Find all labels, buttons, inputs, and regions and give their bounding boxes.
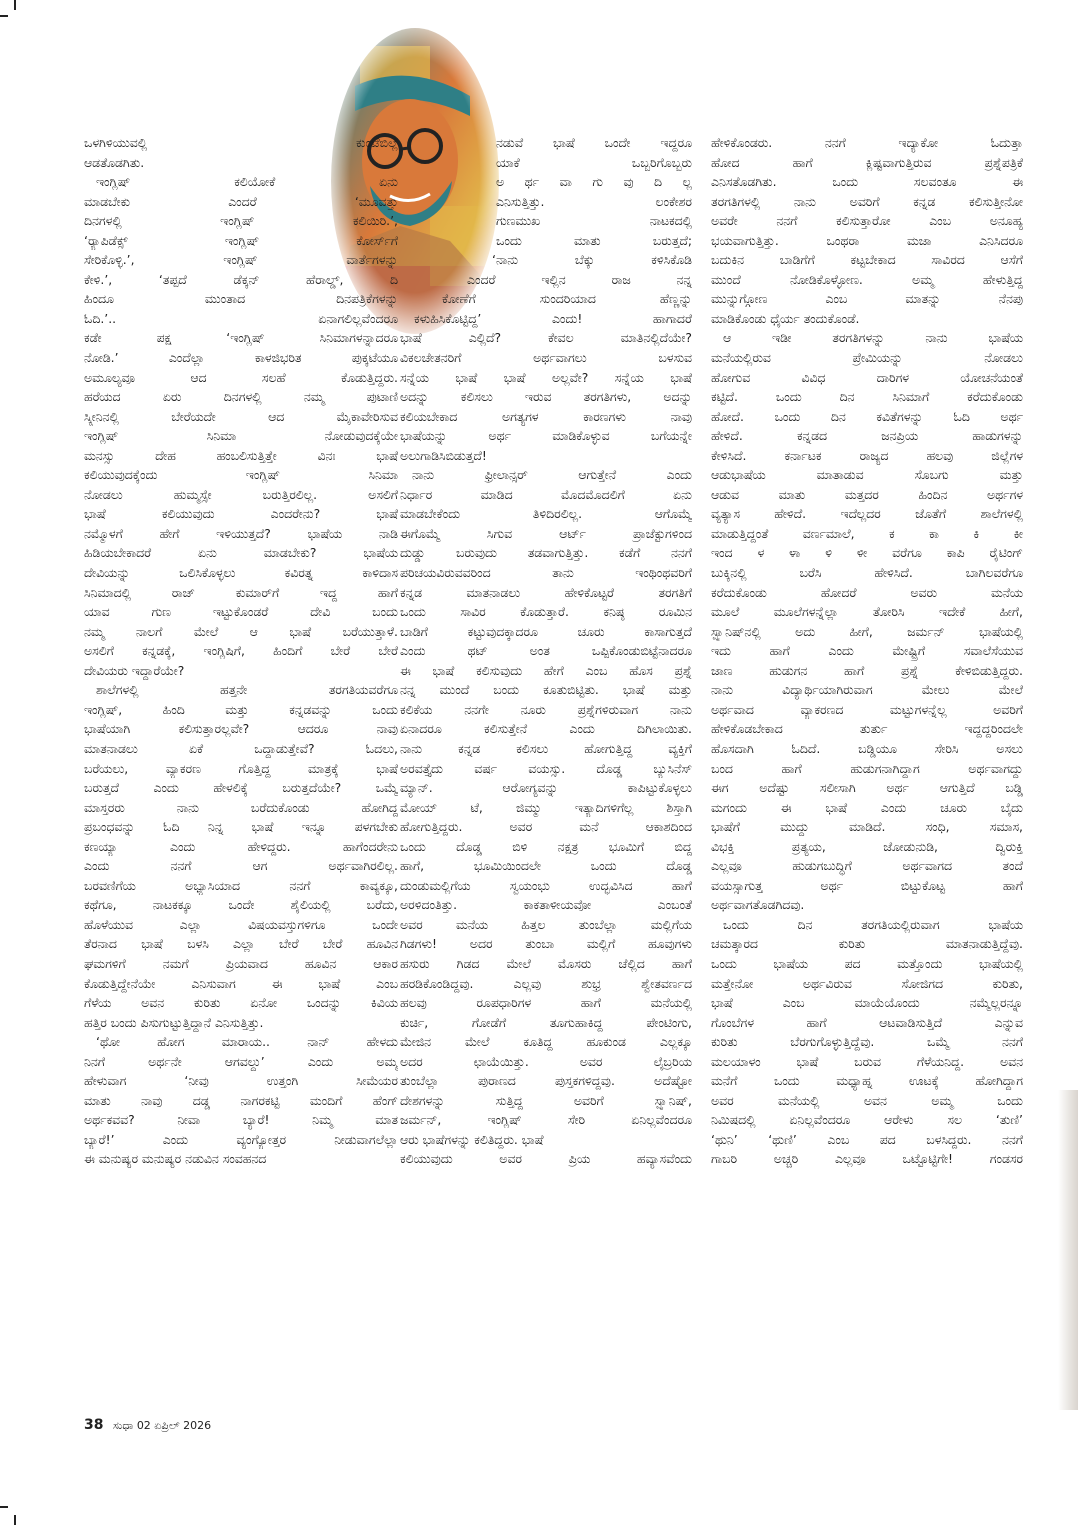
- article-line: ಚಮತ್ಕಾರದ ಕುರಿತು ಮಾತನಾಡುತ್ತಿದ್ದೆವು.: [711, 936, 1023, 952]
- article-line: ‘ಥುನಿ’ ‘ಥುಣಿ’ ಎಂಬ ಪದ ಬಳಸಿದ್ದರು. ನನಗೆ: [711, 1131, 1023, 1147]
- article-line: ಕಡೇ ಪಕ್ಷ ‘ಇಂಗ್ಲಿಷ್ ಸಿನಿಮಾಗಳನ್ನಾದರೂ: [84, 330, 398, 346]
- article-line: ಎನಿಸತೊಡಗಿತು. ಒಂದು ಸಲವಂತೂ ಈ: [711, 174, 1023, 190]
- article-line: ಘಮಗಳಿಗೆ ನಮಗೆ ಪ್ರಿಯವಾದ ಹೂವಿನ ಆಕಾರ: [84, 955, 398, 971]
- article-line: ಶಾಲೆಗಳಲ್ಲಿ ಹತ್ತನೇ ತರಗತಿಯವರೆಗೂ: [96, 682, 398, 698]
- article-line: ಕೇಳಿ.’, ‘ತಪ್ಪದೆ ಡೆಕ್ಕನ್ ಹೆರಾಲ್ಡ್, ದಿ: [84, 271, 398, 287]
- article-line: ಹಿಂದೂ ಮುಂತಾದ ದಿನಪತ್ರಿಕೆಗಳನ್ನು: [84, 291, 398, 307]
- article-line: ಬರುತ್ತದೆ ಎಂದು ಹೇಳಲಿಕ್ಕೆ ಬರುತ್ತದೆಯೇ? ಒಮ್ಮೆ: [84, 780, 398, 796]
- crop-mark: [14, 0, 16, 10]
- article-line: ಪ್ರಬಂಧವನ್ನು ಓದಿ ನಿನ್ನ ಭಾಷೆ ಇನ್ನೂ ಪಳಗಬೇಕು: [84, 819, 398, 835]
- article-line: ಮ್ಯಾನ್. ಆರೋಗ್ಯವನ್ನು ಕಾಪಿಟ್ಟುಕೊಳ್ಳಲು: [400, 780, 692, 796]
- article-line: ಒಂದು ಮಾತು ಬರುತ್ತದೆ;: [496, 232, 692, 248]
- crop-mark: [14, 1515, 16, 1525]
- article-line: ಮಾಸ್ತರರು ನಾನು ಬರೆದುಕೊಂಡು ಹೋಗಿದ್ದ: [84, 799, 398, 815]
- article-line: ಕಟ್ಟಿದೆ. ಒಂದು ದಿನ ಸಿನಿಮಾಗೆ ಕರೆದುಕೊಂಡು: [711, 389, 1023, 405]
- article-line: ಒಂದು ದಿನ ತರಗತಿಯಲ್ಲಿರುವಾಗ ಭಾಷೆಯ: [723, 916, 1023, 932]
- article-line: ನೋಡಿ.’ ಎಂದೆಲ್ಲಾ ಕಾಳಜಿಭರಿತ ಪುಕ್ಕಟೆಯೂ: [84, 350, 398, 366]
- article-line: ಸ್ಪ್ಯಾನಿಷ್‌ನಲ್ಲಿ ಅದು ಹೀಗೆ, ಜರ್ಮನ್ ಭಾಷೆಯಲ್ಲಿ: [711, 623, 1023, 639]
- article-line: ‘ರ‍್ಯಾಪಿಡೆಕ್ಸ್ ಇಂಗ್ಲಿಷ್ ಕೋರ್ಸ್‌ಗೆ: [84, 232, 398, 248]
- article-line: ಮಾತು ನಾವು ದಡ್ಡ ನಾಗರಕಟ್ಟಿ ಮಂದಿಗೆ ಹೆಂಗ್: [84, 1092, 398, 1108]
- article-line: ದಿನಗಳಲ್ಲಿ ಇಂಗ್ಲಿಷ್ ಕಲಿಯಿರಿ.’,: [84, 213, 398, 229]
- article-line: ಇಂದ ಳ ಳಾ ಳಿ ಳೀ ವರೆಗೂ ಕಾಪಿ ರೈಟಿಂಗ್: [711, 545, 1023, 561]
- article-line: ಎಂದರೆ ಇಲ್ಲಿನ ರಾಜ ನನ್ನ: [467, 271, 692, 287]
- article-line: ಎಲ್ಲವೂ ಹುಡುಗಬುದ್ಧಿಗೆ ಅರ್ಥವಾಗದ ತಂದೆ: [711, 858, 1023, 874]
- article-line: ನಡುವೆ ಭಾಷೆ ಒಂದೇ ಇದ್ದರೂ: [496, 135, 692, 150]
- article-line: ನಾನು ಫ್ರೀಲಾನ್ಸರ್ ಆಗುತ್ತೇನೆ ಎಂದು: [412, 467, 692, 483]
- article-line: ‘ಥೋ ಹೋಗ ಮಾರಾಯ.. ನಾನ್ ಹೇಳದು: [96, 1034, 398, 1050]
- article-line: ಭಾಷೆ ಎಲ್ಲಿದೆ? ಕೇವಲ ಮಾತಿನಲ್ಲಿದೆಯೇ?: [400, 330, 692, 346]
- article-line: ಓದಿ.’.. ಏನಾಗಲಿಲ್ಲವೆಂದರೂ: [84, 310, 398, 326]
- article-line: ತುಂಬೆಲ್ಲಾ ಪುರಾಣದ ಪುಸ್ತಕಗಳಿದ್ದವು. ಅದೆಷ್ಟೋ: [400, 1073, 692, 1089]
- article-line: ನಮ್ಮೊಳಗೆ ಹೇಗೆ ಇಳಿಯುತ್ತದೆ? ಭಾಷೆಯ ನಾಡಿ: [84, 525, 398, 541]
- article-line: ಕುರಿತು ಬೆರಗುಗೊಳ್ಳುತ್ತಿದ್ದೆವು. ಒಮ್ಮೆ ನನಗೆ: [711, 1034, 1023, 1050]
- article-line: ಯಾವ ಗುಣ ಇಟ್ಟುಕೊಂಡರೆ ದೇವಿ ಬಂದು: [84, 604, 398, 620]
- article-line: ಹೇಳಿಕೊಡಬೇಕಾದ ತುರ್ತು ಇದ್ದದ್ದರಿಂದಲೇ: [711, 721, 1023, 737]
- article-line: ಹತ್ತಿರ ಬಂದು ಪಿಸುಗುಟ್ಟುತ್ತಿದ್ದಾನೆ ಎನಿಸುತ್ತಿತ್ತು.: [84, 1014, 264, 1030]
- article-line: ಅಲುಗಾಡಿಸಿಬಿಡುತ್ತದೆ!: [400, 447, 487, 463]
- article-line: ಗೊಂಬೆಗಳ ಹಾಗೆ ಆಟವಾಡಿಸುತ್ತಿದೆ ಎನ್ನುವ: [711, 1014, 1023, 1030]
- article-line: ಕುರ್ಚಿ, ಗೋಡೆಗೆ ತೂಗುಹಾಕಿದ್ದ ಪೇಂಟಿಂಗು,: [400, 1014, 692, 1030]
- article-line: ಮನಸ್ಸು ದೇಹ ಹಂಬಲಿಸುತ್ತಿತ್ತೇ ವಿನಃ ಭಾಷೆ: [84, 447, 398, 463]
- article-line: ಹೋದ ಹಾಗೆ ಕ್ಲಿಷ್ಟವಾಗುತ್ತಿರುವ ಪ್ರಶ್ನೆಪತ್ರಿಕೆ: [711, 154, 1023, 170]
- article-line: ಮುನ್ನುಗ್ಗೋಣ ಎಂಬ ಮಾತನ್ನು ನೆನಪು: [711, 291, 1023, 307]
- article-line: ಹೇಳಿಕೊಂಡರು. ನನಗೆ ಇದ್ಯಾಕೋ ಓದುತ್ತಾ: [711, 135, 1023, 150]
- article-line: ಈಗ ಅದೆಷ್ಟು ಸಲೀಸಾಗಿ ಅರ್ಥ ಆಗುತ್ತಿದೆ ಬಡ್ಡಿ: [711, 780, 1023, 796]
- article-line: ಭಾಷೆಯನ್ನು ಅರ್ಥ ಮಾಡಿಕೊಳ್ಳುವ ಬಗೆಯನ್ನೇ: [400, 428, 692, 444]
- article-line: ನಾನು ಕನ್ನಡ ಕಲಿಸಲು ಹೋಗುತ್ತಿದ್ದ ವ್ಯಕ್ತಿಗೆ: [400, 740, 692, 756]
- article-line: ಅರವತ್ತೈದು ವರ್ಷ ವಯಸ್ಸು. ದೊಡ್ಡ ಬ್ಯುಸಿನೆಸ್: [400, 760, 692, 776]
- article-line: ಹೊಳೆಯುವ ಎಲ್ಲಾ ವಿಷಯವಸ್ತುಗಳಿಗೂ ಒಂದೇ: [84, 916, 398, 932]
- article-line: ನಾನು ವಿದ್ಯಾರ್ಥಿಯಾಗಿರುವಾಗ ಮೇಲು ಮೇಲೆ: [711, 682, 1023, 698]
- article-line: ಕಳುಹಿಸಿಕೊಟ್ಟಿದ್ದ’ ಎಂದು! ಹಾಗಾದರೆ: [414, 310, 692, 326]
- article-line: ಎಂದು ಥಟ್ ಅಂತ ಒಪ್ಪಿಕೊಂಡುಬಿಟ್ಟೆನಾದರೂ: [400, 643, 692, 659]
- article-line: ವಿಭಕ್ತಿ ಪ್ರತ್ಯಯ, ಜೋಡುನುಡಿ, ದ್ವಿರುಕ್ತಿ: [711, 838, 1023, 854]
- article-line: ಸನ್ನೆಯ ಭಾಷೆ ಭಾಷೆ ಅಲ್ಲವೇ? ಸನ್ನೆಯ ಭಾಷೆ: [400, 369, 692, 385]
- article-line: ನಿನಗೆ ಅರ್ಥನೇ ಆಗವಲ್ದು’ ಎಂದು ಅಮ್ಮ: [84, 1053, 398, 1069]
- article-line: ಮನೆಗೆ ಒಂದು ಮಧ್ಯಾಹ್ನ ಊಟಕ್ಕೆ ಹೋಗಿದ್ದಾಗ: [711, 1073, 1023, 1089]
- article-line: ಬಂದ ಹಾಗೆ ಹುಡುಗನಾಗಿದ್ದಾಗ ಅರ್ಥವಾಗದ್ದು: [711, 760, 1023, 776]
- article-line: ಈ ಭಾಷೆ ಕಲಿಸುವುದು ಹೇಗೆ ಎಂಬ ಹೊಸ ಪ್ರಶ್ನೆ: [400, 662, 692, 678]
- article-line: ಅದರ ಛಾಯೆಯಿತ್ತು. ಅವರ ಲೈಬ್ರರಿಯ: [400, 1053, 692, 1069]
- article-line: ನಿಮಿಷದಲ್ಲಿ ಏನಿಲ್ಲವೆಂದರೂ ಆರೇಳು ಸಲ ‘ತುಣಿ’: [711, 1112, 1023, 1128]
- article-line: ಕಲಿಯುವುದು ಅವರ ಪ್ರಿಯ ಹವ್ಯಾಸವೆಂದು: [400, 1151, 692, 1167]
- article-line: ತೆರನಾದ ಭಾಷೆ ಬಳಸಿ ಎಲ್ಲಾ ಬೇರೆ ಬೇರೆ ಹೂವಿನ: [84, 936, 398, 952]
- article-line: ಹಲವು ರೂಪಧಾರಿಗಳ ಹಾಗೆ ಮನೆಯಲ್ಲಿ: [400, 995, 692, 1011]
- article-line: ಅರ್ಥವಾಗತೊಡಗಿದವು.: [711, 897, 805, 913]
- page-edge-shadow: [1058, 1090, 1078, 1410]
- article-line: ಇಂಗ್ಲಿಷ್ ಕಲಿಯೋಕೆ ಏನು: [96, 174, 398, 190]
- article-line: ಅವರ ಮನೆಯ ಹಿತ್ತಲ ತುಂಬೆಲ್ಲಾ ಮಲ್ಲಿಗೆಯ: [400, 916, 692, 932]
- article-line: ಇದು ಹಾಗೆ ಎಂದು ಮೇಷ್ಟ್ರಿಗೆ ಸವಾಲೆಸೆಯುವ: [711, 643, 1023, 659]
- article-line: ಅರಳಿದಂತಿತ್ತು. ಕಾಕತಾಳೀಯವೋ ಎಂಬಂತೆ: [400, 897, 692, 913]
- article-line: ತರಗತಿಗಳಲ್ಲಿ ನಾನು ಅವರಿಗೆ ಕನ್ನಡ ಕಲಿಸುತ್ತೀನೋ: [711, 193, 1023, 209]
- article-line: ಹರೆಯದ ಏರು ದಿನಗಳಲ್ಲಿ ನಮ್ಮ ಪುಟಾಣಿ: [84, 389, 398, 405]
- article-line: ಪರಿಚಯವಿರುವವರಿಂದ ತಾನು ಇಂಥಿಂಥವರಿಗೆ: [400, 565, 692, 581]
- article-line: ಬರೆಯಲು, ವ್ಯಾಕರಣ ಗೊತ್ತಿದ್ದ ಮಾತ್ರಕ್ಕೆ ಭಾಷೆ: [84, 760, 398, 776]
- article-line: ಒಂದು ಸಾವಿರ ಕೊಡುತ್ತಾರೆ. ಕನಿಷ್ಠ ರೂಮಿನ: [400, 604, 692, 620]
- issue-date: 02 ಏಪ್ರಿಲ್ 2026: [136, 1419, 212, 1432]
- article-line: ಈ ಮನುಷ್ಯರ ಮನುಷ್ಯರ ನಡುವಿನ ಸಂವಹನದ: [84, 1151, 267, 1167]
- article-line: ವ್ಯತ್ಯಾಸ ಹೇಳಿದೆ. ಇದೆಲ್ಲದರ ಜೊತೆಗೆ ಶಾಲೆಗಳಲ್ಲಿ: [711, 506, 1023, 522]
- article-line: ಯಾಕೆ ಒಬ್ಬರಿಗೊಬ್ಬರು: [496, 154, 692, 170]
- article-line: ಭಾಷೆಯಾಗಿ ಕಲಿಸುತ್ತಾರಲ್ಲವೇ? ಆದರೂ ನಾವು: [84, 721, 398, 737]
- article-line: ಒಂದು ಭಾಷೆಯ ಪದ ಮತ್ತೊಂದು ಭಾಷೆಯಲ್ಲಿ: [711, 955, 1023, 971]
- article-column-3: [711, 133, 1023, 1169]
- article-line: ಕನ್ನಡ ಮಾತನಾಡಲು ಹೇಳಿಕೊಟ್ಟರೆ ತರಗತಿಗೆ: [400, 584, 692, 600]
- article-line: ಆರು ಭಾಷೆಗಳನ್ನು ಕಲಿತಿದ್ದರು. ಭಾಷೆ: [400, 1131, 544, 1147]
- article-line: ಹೇಳುವಾಗ ‘ನೀವು ಉತ್ತಂಗಿ ಸೀಮೆಯರ: [84, 1073, 398, 1089]
- article-line: ಮಾಡಬೇಕೆಂದು ತಿಳಿದಿರಲಿಲ್ಲ. ಆಗೊಮ್ಮೆ: [400, 506, 692, 522]
- page-number: 38: [84, 1417, 104, 1433]
- article-line: ಅಸಲಿಗೆ ಕನ್ನಡಕ್ಕೆ, ಇಂಗ್ಲಿಷಿಗೆ, ಹಿಂದಿಗೆ ಬೇರೆ ಬೇರೆ: [84, 643, 398, 659]
- article-column-1: [84, 133, 398, 1169]
- article-line: ಏನಾದರೂ ಕಲಿಸುತ್ತೇನೆ ಎಂದು ದಿಗಿಲಾಯಿತು.: [400, 721, 692, 737]
- article-line: ನಮ್ಮ ನಾಲಗೆ ಮೇಲೆ ಆ ಭಾಷೆ ಬರೆಯುತ್ತಾಳೆ.: [84, 623, 398, 639]
- article-line: ಮತ್ತೇನೋ ಅರ್ಥವಿರುವ ಸೋಜಿಗದ ಕುರಿತು,: [711, 975, 1023, 991]
- article-line: ಮಗಂದು ಈ ಭಾಷೆ ಎಂದು ಚೂರು ಬೈದು: [711, 799, 1023, 815]
- article-line: ಹೇಳಿದೆ. ಕನ್ನಡದ ಜನಪ್ರಿಯ ಹಾಡುಗಳನ್ನು: [711, 428, 1023, 444]
- article-line: ಮಾಡುತ್ತಿದ್ದಂತೆ ವರ್ಣಮಾಲೆ, ಕ ಕಾ ಕಿ ಕೀ: [711, 525, 1023, 541]
- crop-mark: [0, 1506, 8, 1508]
- article-line: ಗುಣಮುಖ ನಾಟಕದಲ್ಲಿ: [496, 213, 692, 229]
- article-line: ವಯಸ್ಸಾಗುತ್ತ ಅರ್ಥ ಬಿಟ್ಟುಕೊಟ್ಟ ಹಾಗೆ: [711, 877, 1023, 893]
- article-line: ಬಾಡಿಗೆ ಕಟ್ಟುವುದಕ್ಕಾದರೂ ಚೂರು ಕಾಸಾಗುತ್ತದೆ: [400, 623, 692, 639]
- article-line: ಕಲಿಕೆಯ ನನಗೇ ನೂರು ಪ್ರಶ್ನೆಗಳಿರುವಾಗ ನಾನು: [400, 701, 692, 717]
- article-line: ಗಿಡಗಳು! ಅದರ ತುಂಬಾ ಮಲ್ಲಿಗೆ ಹೂವುಗಳು: [400, 936, 692, 952]
- article-line: ಗೆಳೆಯ ಅವನ ಕುರಿತು ಏನೋ ಒಂದನ್ನು ಕಿವಿಯ: [84, 995, 398, 1011]
- article-line: ಕಣಯ್ಯಾ ಎಂದು ಹೇಳಿದ್ದರು. ಹಾಗೆಂದರೇನು: [84, 838, 398, 854]
- article-line: ಕಲಿಯಬೇಕಾದ ಅಗತ್ಯಗಳ ಕಾರಣಗಳು ನಾವು: [400, 408, 692, 424]
- article-line: ಆಡುಭಾಷೆಯ ಮಾತಾಡುವ ಸೊಬಗು ಮತ್ತು: [711, 467, 1023, 483]
- article-line: ಭಾಷೆ ಕಲಿಯುವುದು ಎಂದರೇನು? ಭಾಷೆ: [84, 506, 398, 522]
- article-line: ಮುಂದೆ ನೋಡಿಕೊಳ್ಳೋಣ. ಅಮ್ಮ ಹೇಳುತ್ತಿದ್ದ: [711, 271, 1023, 287]
- article-line: ನನ್ನ ಮುಂದೆ ಬಂದು ಕೂತುಬಿಟ್ಟಿತು. ಭಾಷೆ ಮತ್ತು: [400, 682, 692, 698]
- article-line: ವಿಕಲಚೇತನರಿಗೆ ಅರ್ಥವಾಗಲು ಬಳಸುವ: [400, 350, 692, 366]
- article-line: ದುಡ್ಡು ಬರುವುದು ತಡವಾಗುತ್ತಿತ್ತು. ಕಡೆಗೆ ನನಗೆ: [400, 545, 692, 561]
- article-line: ಮನೆಯಲ್ಲಿರುವ ಪ್ರೇಮಿಯನ್ನು ನೋಡಲು: [711, 350, 1023, 366]
- article-line: ಇಂಗ್ಲಿಷ್ ಸಿನಿಮಾ ನೋಡುವುದಕ್ಕೆಯೇ: [84, 428, 398, 444]
- article-line: ಮಲಯಾಳಂ ಭಾಷೆ ಬರುವ ಗೆಳೆಯನಿದ್ದ. ಅವನ: [711, 1053, 1023, 1069]
- article-line: ಮೇಜಿನ ಮೇಲೆ ಕೂತಿದ್ದ ಹೂಕುಂಡ ಎಲ್ಲಕ್ಕೂ: [400, 1034, 692, 1050]
- article-line: ಅಮೂಲ್ಯವೂ ಆದ ಸಲಹೆ ಕೊಡುತ್ತಿದ್ದರು.: [84, 369, 398, 385]
- article-line: ಕೋಣೆಗೆ ಸುಂದರಿಯಾದ ಹೆಣ್ಣನ್ನು: [442, 291, 692, 307]
- article-column-2: [400, 133, 692, 1169]
- article-line: ಸೇರಿಕೊಳ್ಳಿ.’, ಇಂಗ್ಲಿಷ್ ವಾರ್ತೆಗಳನ್ನು: [84, 252, 398, 268]
- article-line: ‘ನಾನು ಬೆಕ್ಕು ಕಳಿಸಿಕೊಡಿ: [492, 252, 692, 268]
- article-line: ದುಂಡುಮಲ್ಲಿಗೆಯ ಸ್ವಯಂಭು ಉದ್ಭವಿಸಿದ ಹಾಗೆ: [400, 877, 692, 893]
- article-line: ಜಾಣ ಹುಡುಗನ ಹಾಗೆ ಪ್ರಶ್ನೆ ಕೇಳಿಬಿಡುತ್ತಿದ್ದರು.: [711, 662, 1023, 678]
- article-line: ಅರ್ಥವಾದ ವ್ಯಾಕರಣದ ಮಟ್ಟುಗಳನ್ನೆಲ್ಲ ಅವರಿಗೆ: [711, 701, 1023, 717]
- article-line: ಬ್ಯಾರೆ!’ ಎಂದು ವ್ಯಂಗ್ಯೋತ್ತರ ನೀಡುವಾಗಲೆಲ್ಲಾ: [84, 1131, 398, 1147]
- article-line: ಆ ಇಡೀ ತರಗತಿಗಳನ್ನು ನಾನು ಭಾಷೆಯ: [723, 330, 1023, 346]
- article-line: ಕರೆದುಕೊಂಡು ಹೋದರೆ ಅವರು ಮನೆಯ: [711, 584, 1023, 600]
- article-line: ಕಥೆಗೂ, ನಾಟಕಕ್ಕೂ ಒಂದೇ ಶೈಲಿಯಲ್ಲಿ ಬರೆದು,: [84, 897, 398, 913]
- article-line: ಅ ರ್ಥ ವಾ ಗು ವು ದಿ ಲ್ಲ: [496, 174, 692, 190]
- article-line: ದೇಶಗಳನ್ನು ಸುತ್ತಿದ್ದ ಅವರಿಗೆ ಸ್ಪ್ಯಾನಿಷ್,: [400, 1092, 692, 1108]
- article-line: ಹಾಗೆ, ಭೂಮಿಯಿಂದಲೇ ಒಂದು ದೊಡ್ಡ: [400, 858, 692, 874]
- article-line: ಮೂಲೆ ಮೂಲೆಗಳನ್ನೆಲ್ಲಾ ತೋರಿಸಿ ಇದೇಕೆ ಹೀಗೆ,: [711, 604, 1023, 620]
- article-line: ಇಂಗ್ಲಿಷ್, ಹಿಂದಿ ಮತ್ತು ಕನ್ನಡವನ್ನು ಒಂದು: [84, 701, 398, 717]
- article-line: ದೇವಿಯರು ಇದ್ದಾರೆಯೇ?: [84, 662, 185, 678]
- crop-mark: [0, 15, 8, 17]
- article-line: ಬದುಕಿನ ಬಾಡಿಗೆಗೆ ಕಟ್ಟಬೇಕಾದ ಸಾವಿರದ ಆಸೆಗೆ: [711, 252, 1023, 268]
- article-line: ಸ್ಕ್ರೀನಿನಲ್ಲಿ ಬೇರೆಯದೇ ಆದ ಮೈಕಾವೇರಿಸುವ: [84, 408, 398, 424]
- article-line: ಸಿನಿಮಾದಲ್ಲಿ ರಾಜ್ ಕುಮಾರ್‌ಗೆ ಇದ್ದ ಹಾಗೆ: [84, 584, 398, 600]
- article-line: ಜರ್ಮನ್, ಇಂಗ್ಲಿಷ್ ಸೇರಿ ಏನಿಲ್ಲವೆಂದರೂ: [400, 1112, 692, 1128]
- article-line: ಆಡುವ ಮಾತು ಮತ್ತದರ ಹಿಂದಿನ ಅರ್ಥಗಳ: [711, 486, 1023, 502]
- article-line: ಮಾಡಿಕೊಂಡು ಧೈರ್ಯ ತಂದುಕೊಂಡೆ.: [711, 310, 860, 326]
- article-line: ಹಿಡಿಯಬೇಕಾದರೆ ಏನು ಮಾಡಬೇಕು? ಭಾಷೆಯ: [84, 545, 398, 561]
- article-line: ನಿರ್ಧಾರ ಮಾಡಿದ ಮೊದಮೊದಲಿಗೆ ಏನು: [400, 486, 692, 502]
- article-line: ಮಾತನಾಡಲು ಏಕೆ ಒದ್ದಾಡುತ್ತೇವೆ? ಓದಲು,: [84, 740, 398, 756]
- article-line: ಎನಿಸುತ್ತಿತ್ತು. ಲಂಕೇಶರ: [496, 193, 692, 209]
- article-line: ದೇವಿಯನ್ನು ಒಲಿಸಿಕೊಳ್ಳಲು ಕವಿರತ್ನ ಕಾಳಿದಾಸ: [84, 565, 398, 581]
- article-line: ಅವರ ಮನೆಯಲ್ಲಿ ಅವನ ಅಮ್ಮ ಒಂದು: [711, 1092, 1023, 1108]
- article-line: ಬರವಣಿಗೆಯ ಅಭ್ಯಾಸಿಯಾದ ನನಗೆ ಕಾವ್ಯಕ್ಕೂ,: [84, 877, 398, 893]
- article-line: ಎಂದು ನನಗೆ ಆಗ ಅರ್ಥವಾಗಿರಲಿಲ್ಲ.: [84, 858, 398, 874]
- article-line: ಹೋದೆ. ಒಂದು ದಿನ ಕವಿತೆಗಳನ್ನು ಓದಿ ಅರ್ಥ: [711, 408, 1023, 424]
- article-line: ಅವರೇ ನನಗೆ ಕಲಿಸುತ್ತಾರೋ ಎಂಬ ಅನೂಹ್ಯ: [711, 213, 1023, 229]
- article-line: ಭಾಷೆಗೆ ಮುದ್ದು ಮಾಡಿದೆ. ಸಂಧಿ, ಸಮಾಸ,: [711, 819, 1023, 835]
- article-line: ಕೇಳಿಸಿದೆ. ಕರ್ನಾಟಕ ರಾಜ್ಯದ ಹಲವು ಜಿಲ್ಲೆಗಳ: [711, 447, 1023, 463]
- article-line: ಗಾಬರಿ ಅಚ್ಚರಿ ಎಲ್ಲವೂ ಒಟ್ಟೊಟ್ಟಿಗೇ! ಗಂಡಸರ: [711, 1151, 1023, 1167]
- article-line: ನೋಡಲು ಹುಮ್ಮಸ್ಸೇ ಬರುತ್ತಿರಲಿಲ್ಲ. ಅಸಲಿಗೆ: [84, 486, 398, 502]
- article-line: ಮಾಡಬೇಕು ಎಂದರೆ ‘ಮೂವತ್ತು: [84, 193, 398, 209]
- article-line: ಹರಡಿಕೊಂಡಿದ್ದವು. ಎಲ್ಲವು ಶುಭ್ರ ಶ್ವೇತವರ್ಣದ: [400, 975, 692, 991]
- magazine-name: ಸುಧಾ: [112, 1419, 134, 1432]
- article-line: ಬುಕ್ಕಿನಲ್ಲಿ ಬರೆಸಿ ಹೇಳಿಸಿದೆ. ಬಾಗಿಲವರೆಗೂ: [711, 565, 1023, 581]
- article-line: ಮೋಯ್ ಟೆ, ಜಿಮ್ಮು ಇತ್ಯಾದಿಗಳಿಗೆಲ್ಲ ಶಿಸ್ತಾಗಿ: [400, 799, 692, 815]
- article-line: ಹಸುರು ಗಿಡದ ಮೇಲೆ ಮೊಸರು ಚೆಲ್ಲಿದ ಹಾಗೆ: [400, 955, 692, 971]
- article-line: ಅದನ್ನು ಕಲಿಸಲು ಇರುವ ತರಗತಿಗಳು, ಅದನ್ನು: [400, 389, 692, 405]
- article-line: ಹೊಸದಾಗಿ ಓದಿದೆ. ಬಡ್ಡಿಯೂ ಸೇರಿಸಿ ಅಸಲು: [711, 740, 1023, 756]
- article-line: ಹೋಗುತ್ತಿದ್ದರು. ಅವರ ಮನೆ ಆಕಾಶದಿಂದ: [400, 819, 692, 835]
- article-line: ಒಂದು ದೊಡ್ಡ ಬಿಳಿ ನಕ್ಷತ್ರ ಭೂಮಿಗೆ ಬಿದ್ದ: [400, 838, 692, 854]
- article-line: ಕೊಡುತ್ತಿದ್ದೇನೆಯೇ ಎನಿಸುವಾಗ ಈ ಭಾಷೆ ಎಂಬ: [84, 975, 398, 991]
- article-line: ಆಡತೊಡಗಿತು.: [84, 154, 145, 170]
- article-line: ಭಾಷೆ ಎಂಬ ಮಾಯೆಯೊಂದು ನಮ್ಮೆಲ್ಲರನ್ನೂ: [711, 995, 1023, 1011]
- article-line: ಹೋಗುವ ವಿವಿಧ ದಾರಿಗಳ ಯೋಚನೆಯಂತೆ: [711, 369, 1023, 385]
- article-line: ಈಗೊಮ್ಮೆ ಸಿಗುವ ಆರ್ಟ್ ಪ್ರಾಜೆಕ್ಟುಗಳಿಂದ: [400, 525, 692, 541]
- article-line: ಕಲಿಯುವುದಕ್ಕೆಂದು ಇಂಗ್ಲಿಷ್ ಸಿನಿಮಾ: [84, 467, 398, 483]
- article-line: ಒಳಗಿಳಿಯುವಲ್ಲಿ ಕುಂಟೆಬಿಲ್ಲೆ: [84, 135, 398, 150]
- article-line: ಭಯವಾಗುತ್ತಿತ್ತು. ಒಂಥರಾ ಮಜಾ ಎನಿಸಿದರೂ: [711, 232, 1023, 248]
- page-footer: [84, 1417, 211, 1433]
- article-line: ಅರ್ಥಕವವ? ನೀವಾ ಬ್ಯಾರೆ! ನಿಮ್ಮ ಮಾತ: [84, 1112, 398, 1128]
